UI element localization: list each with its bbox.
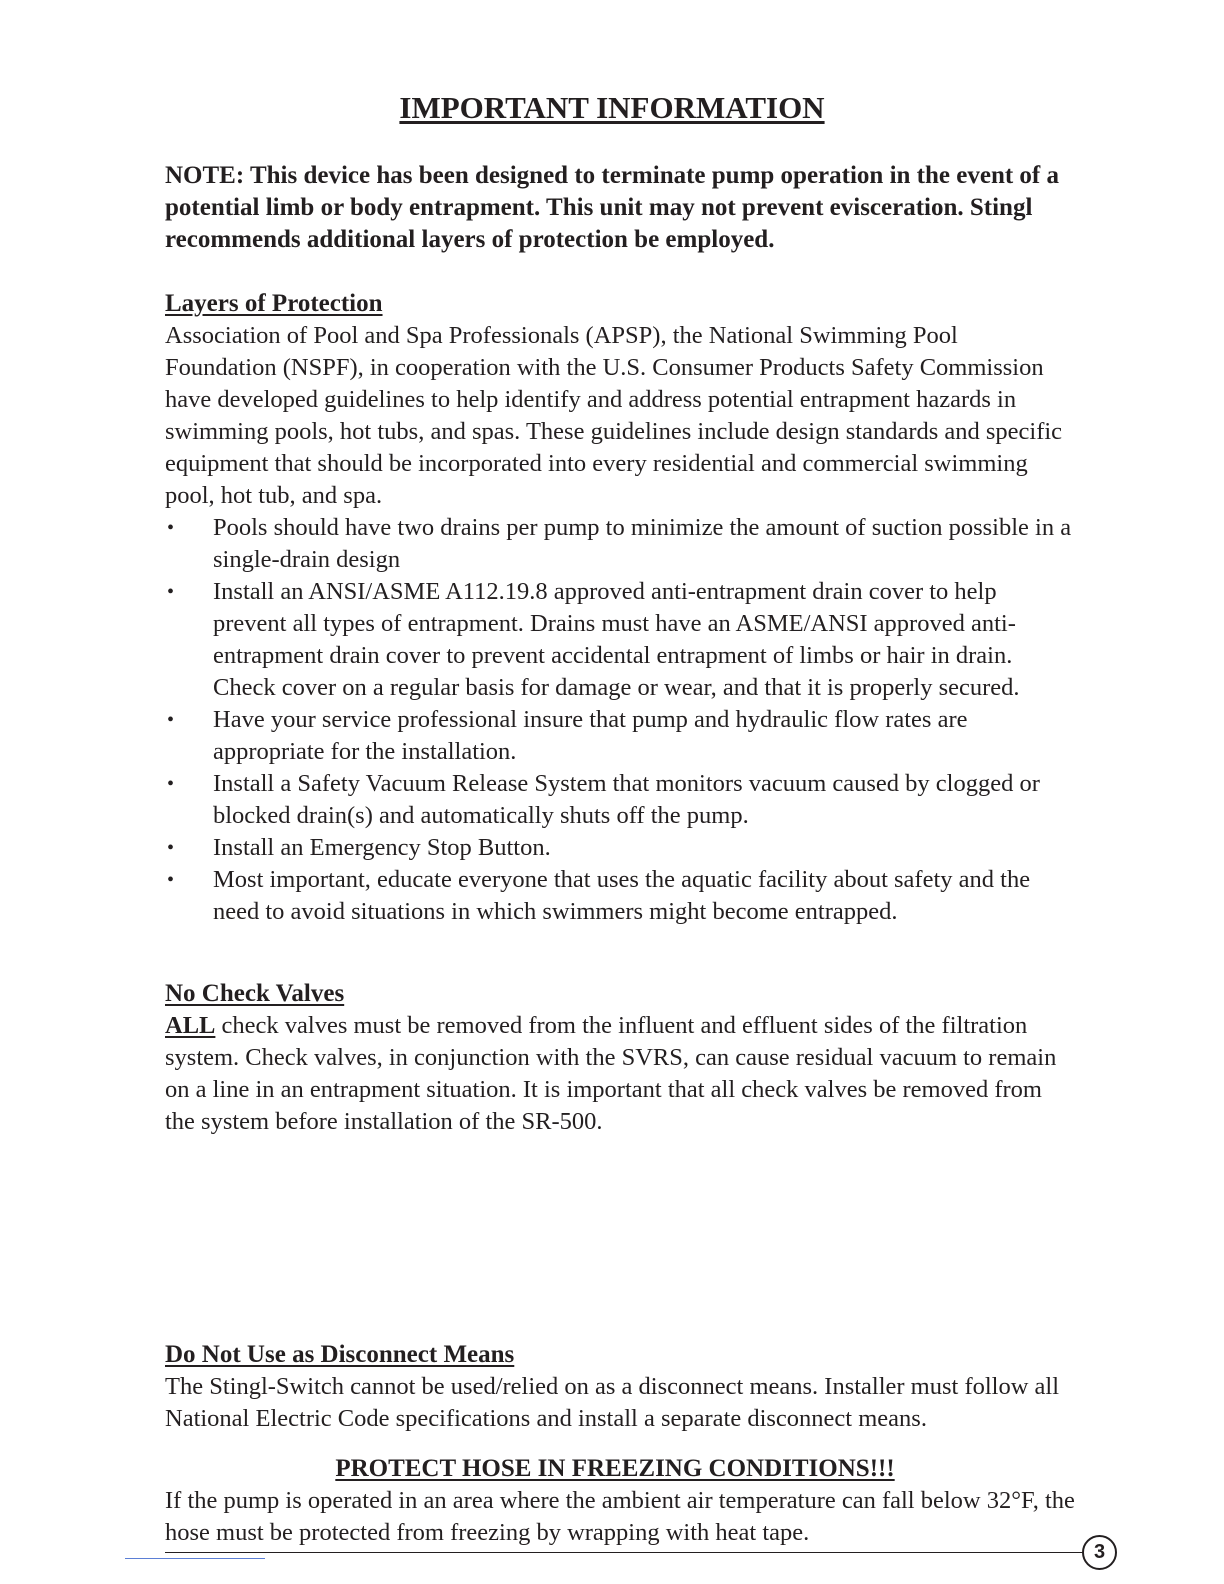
freezing-section [165, 1453, 1075, 1549]
note-paragraph: NOTE: This device has been designed to terminate pump operation in the event of a potential limb or body entrapment. This unit may not prevent evisceration. Stingl recommends additional layers of protection be employed. [165, 162, 1059, 253]
layers-heading: Layers of Protection [165, 290, 383, 317]
check-valves-heading: No Check Valves [165, 980, 345, 1007]
disconnect-section [165, 1339, 1075, 1435]
list-item: • Install an ANSI/ASME A112.19.8 approved anti-entrapment drain cover to help prevent all types of entrapment. Drains must have an ASME/ANSI approved anti-entrapment drain cover to prevent accidental entrapment of limbs or hair in drain. Check cover on a regular basis for damage or wear, and that it is properly secured. [165, 576, 1075, 704]
list-item: • Install a Safety Vacuum Release System that monitors vacuum caused by clogged or blocked drain(s) and automatically shuts off the pump. [165, 768, 1075, 832]
list-item: • Have your service professional insure that pump and hydraulic flow rates are appropriate for the installation. [165, 704, 1075, 768]
freezing-paragraph: If the pump is operated in an area where the ambient air temperature can fall below 32°F, the hose must be protected from freezing by wrapping with heat tape. [165, 1487, 1075, 1546]
list-item: • Install an Emergency Stop Button. [165, 832, 1075, 864]
footer-rule [165, 1552, 1083, 1553]
page-number-badge: 3 [1082, 1535, 1117, 1570]
layers-of-protection-section [165, 288, 1075, 928]
list-item: • Pools should have two drains per pump to minimize the amount of suction possible in a single-drain design [165, 512, 1075, 576]
disconnect-paragraph: The Stingl-Switch cannot be used/relied on as a disconnect means. Installer must follow all National Electric Code specifications and install a separate disconnect means. [165, 1373, 1060, 1432]
layers-intro: Association of Pool and Spa Professionals (APSP), the National Swimming Pool Foundation (NSPF), in cooperation with the U.S. Consumer Products Safety Commission have developed guidelines to help identify and address potential entrapment hazards in swimming pools, hot tubs, and spas. These guidelines include design standards and specific equipment that should be incorporated into every residential and commercial swimming pool, hot tub, and spa. [165, 322, 1063, 509]
disconnect-heading: Do Not Use as Disconnect Means [165, 1341, 515, 1368]
page-title: IMPORTANT INFORMATION [399, 90, 825, 125]
footer-link-line [125, 1558, 265, 1559]
list-item: • Most important, educate everyone that uses the aquatic facility about safety and the need to avoid situations in which swimmers might become entrapped. [165, 864, 1075, 928]
all-emphasis: ALL [165, 1012, 216, 1039]
protection-list [165, 512, 1075, 928]
check-valves-text: check valves must be removed from the influent and effluent sides of the filtration system. Check valves, in conjunction with the SVRS, can cause residual vacuum to remain on a line in an entrapment situation. It is important that all check valves be removed from the system before installation of the SR-500. [165, 1012, 1057, 1135]
freezing-heading: PROTECT HOSE IN FREEZING CONDITIONS!!! [335, 1455, 895, 1482]
check-valves-section [165, 978, 1075, 1138]
check-valves-paragraph [165, 1010, 1075, 1138]
